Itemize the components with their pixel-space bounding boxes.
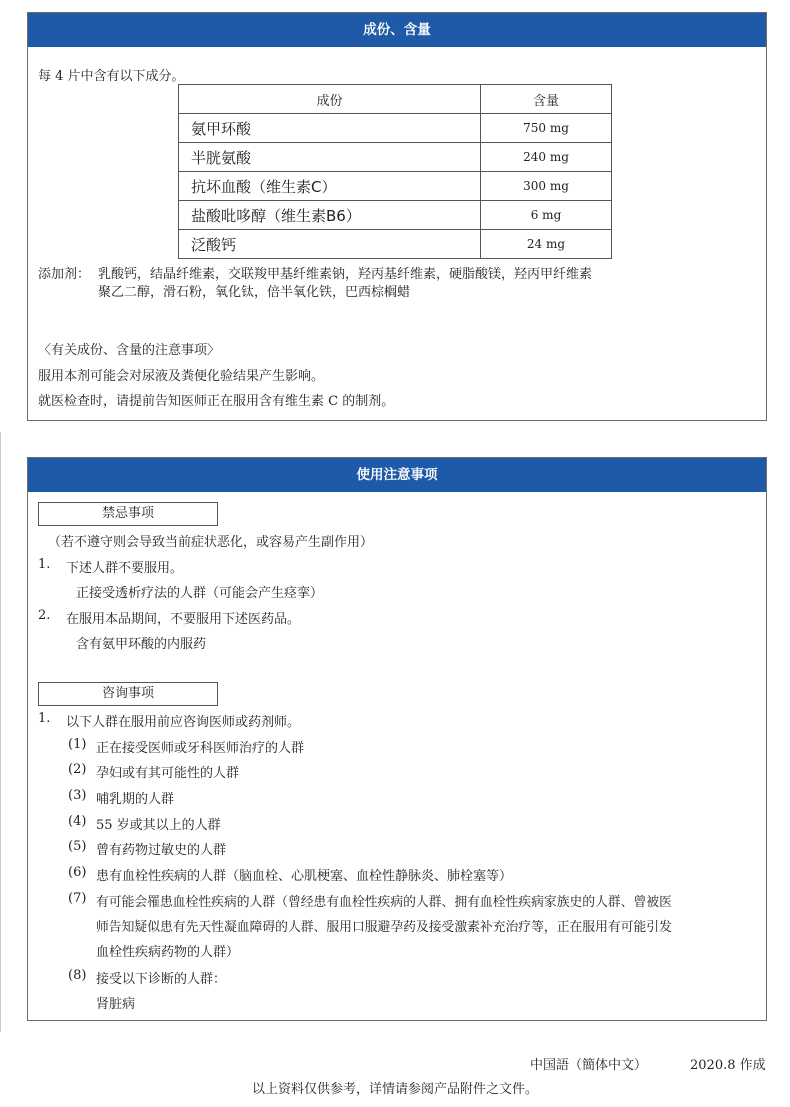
subitem-number: (2): [68, 762, 87, 777]
additives-label: 添加剂：: [38, 267, 91, 282]
table-row: [179, 143, 612, 172]
ingredient-amount: 750 mg: [481, 114, 612, 143]
subitem-text: 孕妇或有其可能性的人群: [96, 766, 240, 781]
subitem-number: (4): [68, 814, 87, 829]
item-text: 在服用本品期间，不要服用下述医药品。: [66, 612, 301, 627]
consult-item-text: 以下人群在服用前应咨询医师或药剂师。: [66, 715, 301, 730]
subitem-text: 正在接受医师或牙科医师治疗的人群: [96, 741, 305, 756]
ingredient-amount: 300 mg: [481, 172, 612, 201]
additives-line1: 乳酸钙，结晶纤维素，交联羧甲基纤维素钠，羟丙基纤维素，硬脂酸镁，羟丙甲纤维素: [98, 267, 593, 282]
note-2: 就医检查时，请提前告知医师正在服用含有维生素 C 的制剂。: [38, 394, 395, 409]
item-number: 1.: [38, 557, 51, 572]
table-row: [179, 172, 612, 201]
ingredient-name: 盐酸吡哆醇（维生素B6）: [179, 201, 481, 230]
table-header-row: [179, 85, 612, 114]
consult-item-number: 1.: [38, 711, 51, 726]
ingredient-amount: 240 mg: [481, 143, 612, 172]
subitem-7-line3: 血栓性疾病药物的人群）: [96, 945, 240, 960]
subitem-number: (5): [68, 839, 87, 854]
ingredients-header: 成份、含量: [28, 13, 766, 47]
subitem-number: (6): [68, 865, 87, 880]
subitem-text: 55 岁或其以上的人群: [96, 818, 221, 833]
subitem-number: (8): [68, 968, 87, 983]
ingredient-name: 氨甲环酸: [179, 114, 481, 143]
table-header-name: 成份: [179, 85, 481, 114]
page-margin-line: [0, 432, 1, 1032]
ingredients-panel: [27, 12, 767, 421]
table-row: [179, 230, 612, 259]
note-1: 服用本剂可能会对尿液及粪便化验结果产生影响。: [38, 369, 325, 384]
footer-note: 以上资料仅供参考，详情请参阅产品附件之文件。: [251, 1082, 538, 1097]
subitem-text: 接受以下诊断的人群：: [96, 972, 227, 987]
ingredients-intro: 每 4 片中含有以下成分。: [38, 69, 185, 84]
item-sub: 正接受透析疗法的人群（可能会产生痉挛）: [76, 586, 324, 601]
subitem-8-sub: 肾脏病: [96, 997, 136, 1012]
ingredient-name: 抗坏血酸（维生素C）: [179, 172, 481, 201]
table-row: [179, 114, 612, 143]
subitem-number: (7): [68, 891, 87, 906]
subitem-number: (1): [68, 737, 87, 752]
item-sub: 含有氨甲环酸的内服药: [76, 637, 207, 652]
item-text: 下述人群不要服用。: [66, 561, 184, 576]
consult-label: 咨询事项: [38, 682, 218, 706]
ingredients-table: [178, 84, 612, 259]
ingredient-amount: 24 mg: [481, 230, 612, 259]
footer-date: 2020.8 作成: [690, 1058, 766, 1073]
table-row: [179, 201, 612, 230]
ingredient-name: 半胱氨酸: [179, 143, 481, 172]
ingredient-name: 泛酸钙: [179, 230, 481, 259]
ingredient-amount: 6 mg: [481, 201, 612, 230]
footer-language: 中国語（簡体中文）: [530, 1058, 648, 1073]
item-number: 2.: [38, 608, 51, 623]
subitem-7-line2: 师告知疑似患有先天性凝血障碍的人群、服用口服避孕药及接受激素补充治疗等，正在服用有可能引发: [96, 920, 672, 935]
subitem-text: 患有血栓性疾病的人群（脑血栓、心肌梗塞、血栓性静脉炎、肺栓塞等）: [96, 869, 513, 884]
subitem-text: 曾有药物过敏史的人群: [96, 843, 227, 858]
subitem-number: (3): [68, 788, 87, 803]
precautions-header: 使用注意事项: [28, 458, 766, 492]
prohibited-intro: （若不遵守则会导致当前症状恶化，或容易产生副作用）: [48, 535, 374, 550]
prohibited-label: 禁忌事项: [38, 502, 218, 526]
notes-title: 〈有关成份、含量的注意事项〉: [38, 343, 221, 358]
subitem-text: 哺乳期的人群: [96, 792, 175, 807]
additives-line2: 聚乙二醇，滑石粉，氧化钛，倍半氧化铁，巴西棕榈蜡: [98, 285, 411, 300]
table-header-amount: 含量: [481, 85, 612, 114]
precautions-panel: [27, 457, 767, 1021]
subitem-7-line1: 有可能会罹患血栓性疾病的人群（曾经患有血栓性疾病的人群、拥有血栓性疾病家族史的人群、曾被医: [96, 895, 672, 910]
